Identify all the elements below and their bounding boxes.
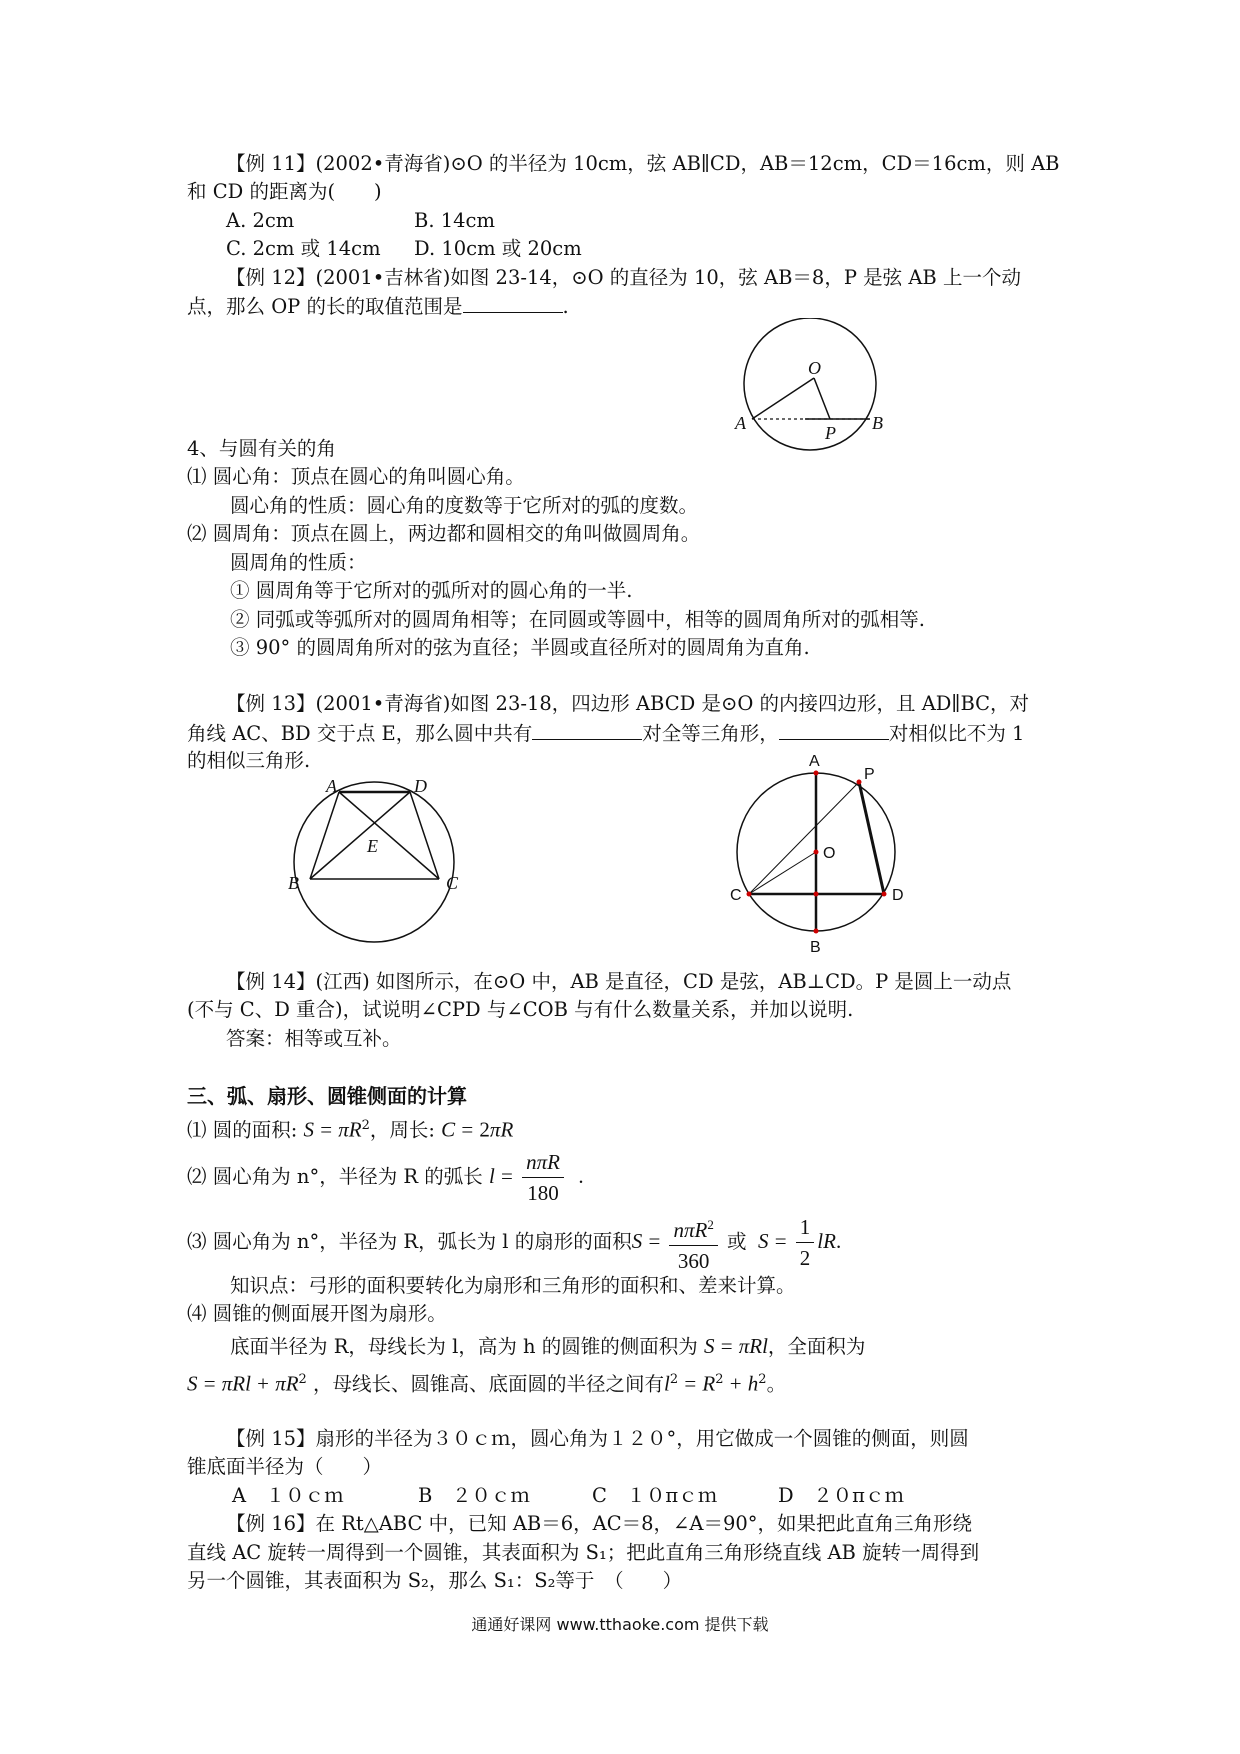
segment-oa: [752, 378, 814, 419]
label-c: C: [446, 873, 459, 893]
inscribed-angle-property-title: 圆周角的性质：: [230, 551, 367, 574]
formula-sector-area: ⑶ 圆心角为 n°，半径为 R，弧长为 l 的扇形的面积S = $\frac{n\pi R^2}{360}$ 或 S = $\frac{1}{2}$ lR.: [187, 1210, 841, 1274]
ex11-option-b: B. 14cm: [414, 209, 495, 232]
ex15-option-b: B ２０ｃｍ: [418, 1484, 530, 1507]
circle-o: [744, 318, 876, 450]
label-o: O: [823, 845, 836, 862]
label-d: D: [892, 887, 904, 904]
label-a: A: [326, 776, 337, 796]
point-p: [857, 780, 862, 785]
point-d: [882, 892, 887, 897]
point-b: [814, 929, 819, 934]
cone-net: ⑷ 圆锥的侧面展开图为扇形。: [187, 1302, 447, 1325]
ex14-answer: 答案：相等或互补。: [226, 1027, 402, 1050]
circle-o: [294, 782, 454, 942]
label-d: D: [414, 776, 427, 796]
label-o: O: [808, 358, 821, 378]
ex16-line1: 【例 16】在 Rt△ABC 中，已知 AB＝6，AC＝8，∠A＝90°，如果把此直角三角形绕: [226, 1512, 973, 1535]
ex16-line3: 另一个圆锥，其表面积为 S₂，那么 S₁：S₂等于 （ ）: [187, 1569, 683, 1592]
ex13-line1: 【例 13】(2001•青海省)如图 23-18，四边形 ABCD 是⊙O 的内接四边形，且 AD∥BC，对: [226, 692, 1030, 715]
segment-op: [814, 378, 830, 419]
figure-diameter-ab: [726, 752, 936, 962]
page-footer: 通通好课网 www.tthaoke.com 提供下载: [471, 1615, 769, 1634]
inscribed-property-1: ① 圆周角等于它所对的弧所对的圆心角的一半.: [230, 579, 633, 602]
section-4-title: 4、与圆有关的角: [187, 437, 336, 460]
section-3-title: 三、弧、扇形、圆锥侧面的计算: [187, 1084, 467, 1108]
figure-23-14: [730, 318, 900, 458]
ex13-line2: 角线 AC、BD 交于点 E，那么圆中共有 对全等三角形， 对相似比不为 1: [187, 719, 1024, 748]
answer-blank: [463, 292, 563, 313]
cone-line1: 底面半径为 R，母线长为 l，高为 h 的圆锥的侧面积为 S = πRl，全面积为: [230, 1334, 866, 1358]
ex15-line1: 【例 15】扇形的半径为３０ｃｍ，圆心角为１２０°，用它做成一个圆锥的侧面，则圆: [226, 1427, 969, 1450]
ex14-line2: (不与 C、D 重合)，试说明∠CPD 与∠COB 与有什么数量关系，并加以说明.: [187, 998, 854, 1021]
segment-cp: [749, 782, 859, 894]
ex11-option-d: D. 10cm 或 20cm: [414, 237, 582, 260]
central-angle-property: 圆心角的性质：圆心角的度数等于它所对的弧的度数。: [230, 494, 699, 517]
ex15-option-d: D ２０πｃｍ: [778, 1484, 904, 1507]
label-c: C: [730, 887, 742, 904]
figure-23-18: [282, 775, 472, 955]
label-p: P: [864, 766, 875, 783]
ex11-line1: 【例 11】(2002•青海省)⊙O 的半径为 10cm，弦 AB∥CD，AB＝12cm，CD＝16cm，则 AB: [226, 152, 1060, 175]
knowledge-note: 知识点：弓形的面积要转化为扇形和三角形的面积和、差来计算。: [230, 1274, 796, 1297]
inscribed-property-3: ③ 90° 的圆周角所对的弦为直径；半圆或直径所对的圆周角为直角.: [230, 636, 810, 659]
answer-blank: [532, 719, 642, 740]
ex15-line2: 锥底面半径为（ ）: [187, 1455, 383, 1478]
ex15-option-a: A １０ｃｍ: [232, 1484, 344, 1507]
point-c: [747, 892, 752, 897]
label-b: B: [872, 413, 883, 433]
ex11-option-a: A. 2cm: [226, 209, 295, 232]
point-foot: [814, 892, 819, 897]
ex12-line2: 点，那么 OP 的长的取值范围是 .: [187, 292, 569, 321]
label-a: A: [735, 413, 746, 433]
inscribed-property-2: ② 同弧或等弧所对的圆周角相等；在同圆或等圆中，相等的圆周角所对的弧相等.: [230, 608, 925, 631]
inscribed-angle-def: ⑵ 圆周角：顶点在圆上，两边都和圆相交的角叫做圆周角。: [187, 522, 701, 545]
segment-co: [749, 852, 816, 894]
ex13-line3: 的相似三角形.: [187, 749, 311, 772]
label-a: A: [809, 753, 820, 770]
point-a: [814, 771, 819, 776]
label-e: E: [367, 836, 378, 856]
ex16-line2: 直线 AC 旋转一周得到一个圆锥，其表面积为 S₁；把此直角三角形绕直线 AB 旋转一周得到: [187, 1541, 980, 1564]
formula-circle-area: ⑴ 圆的面积: $S = \pi R^2$，周长: C = 2πR: [187, 1117, 514, 1142]
segment-pd: [859, 782, 884, 894]
ex11-option-c: C. 2cm 或 14cm: [226, 237, 381, 260]
central-angle-def: ⑴ 圆心角：顶点在圆心的角叫圆心角。: [187, 465, 525, 488]
ex12-line1: 【例 12】(2001•吉林省)如图 23-14，⊙O 的直径为 10，弦 AB＝8，P 是弦 AB 上一个动: [226, 266, 1021, 289]
label-b: B: [288, 873, 299, 893]
formula-arc-length: ⑵ 圆心角为 n°，半径为 R 的弧长 l = $\frac{\text{nπR}}{180}$ .: [187, 1150, 584, 1205]
ex15-option-c: C １０πｃｍ: [592, 1484, 718, 1507]
label-b: B: [810, 939, 821, 956]
answer-blank: [779, 719, 889, 740]
cone-line2: $S = \pi Rl + \pi R^2$ ，母线长、圆锥高、底面圆的半径之间有$l^2 = R^2 + h^2$。: [187, 1371, 787, 1396]
point-o: [814, 850, 819, 855]
label-p: P: [825, 423, 836, 443]
ex11-line2: 和 CD 的距离为( ): [187, 180, 382, 203]
ex14-line1: 【例 14】(江西) 如图所示，在⊙O 中，AB 是直径，CD 是弦，AB⊥CD。P 是圆上一动点: [226, 970, 1012, 993]
